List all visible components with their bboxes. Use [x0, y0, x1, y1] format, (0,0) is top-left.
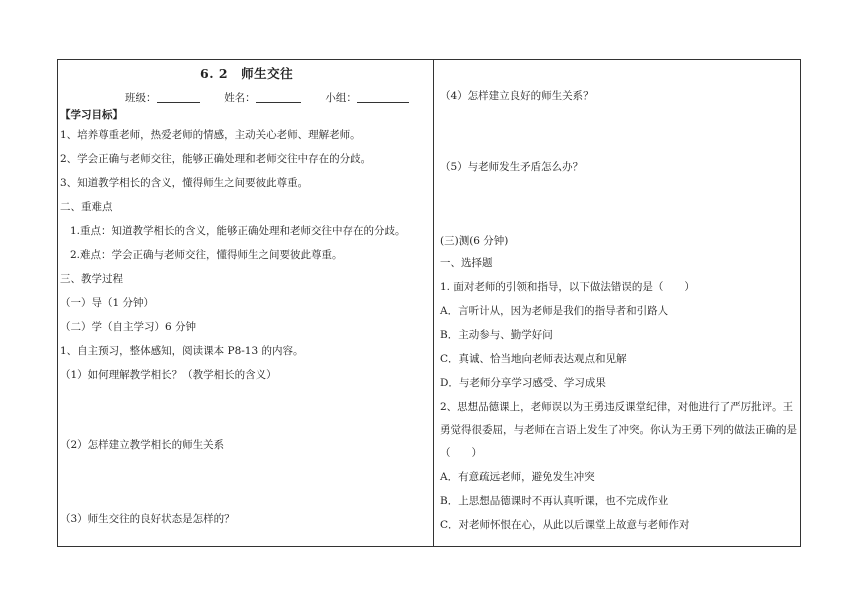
- mc1-option[interactable]: B．主动参与、勤学好问: [440, 329, 553, 341]
- step-guide: （一）导（1 分钟）: [60, 297, 155, 309]
- class-label: 班级：: [125, 92, 157, 104]
- key-points-heading: 二、重难点: [60, 201, 113, 213]
- class-blank[interactable]: [157, 91, 200, 103]
- column-divider: [433, 59, 434, 547]
- question-3: （3）师生交往的良好状态是怎样的？: [60, 513, 235, 525]
- name-label: 姓名：: [224, 92, 256, 104]
- question-4: （4）怎样建立良好的师生关系？: [440, 90, 594, 102]
- mc1-option[interactable]: C．真诚、恰当地向老师表达观点和见解: [440, 353, 627, 365]
- question-2: （2）怎样建立教学相长的师生关系: [60, 439, 225, 451]
- mc2-option[interactable]: A．有意疏远老师，避免发生冲突: [440, 471, 595, 483]
- group-blank[interactable]: [357, 91, 409, 103]
- preview-instruction: 1、自主预习，整体感知，阅读课本 P8-13 的内容。: [60, 345, 304, 357]
- goal-item: 2、学会正确与老师交往，能够正确处理和老师交往中存在的分歧。: [60, 153, 372, 165]
- test-heading: (三)测(6 分钟): [440, 235, 509, 247]
- step-learn: （二）学（自主学习）6 分钟: [60, 321, 197, 333]
- page-title: 6. 2 师生交往: [200, 66, 294, 81]
- mc1-stem: 1. 面对老师的引领和指导，以下做法错误的是（ ）: [440, 281, 695, 293]
- mc2-stem-line: 2、思想品德课上，老师误以为王勇违反课堂纪律，对他进行了严厉批评。王: [440, 401, 794, 413]
- choice-heading: 一、选择题: [440, 257, 493, 269]
- name-blank[interactable]: [256, 91, 301, 103]
- key-point-item: 1.重点：知道教学相长的含义，能够正确处理和老师交往中存在的分歧。: [70, 225, 406, 237]
- mc2-stem-line: （ ）: [440, 447, 482, 459]
- mc1-option[interactable]: D．与老师分享学习感受、学习成果: [440, 377, 606, 389]
- question-1: （1）如何理解教学相长？（教学相长的含义）: [60, 369, 277, 381]
- mc2-stem-line: 勇觉得很委屈，与老师在言语上发生了冲突。你认为王勇下列的做法正确的是: [440, 424, 797, 436]
- key-point-item: 2.难点：学会正确与老师交往，懂得师生之间要彼此尊重。: [70, 249, 343, 261]
- mc1-option[interactable]: A．言听计从，因为老师是我们的指导者和引路人: [440, 305, 669, 317]
- goal-item: 3、知道教学相长的含义，懂得师生之间要彼此尊重。: [60, 177, 309, 189]
- process-heading: 三、教学过程: [60, 273, 123, 285]
- question-5: （5）与老师发生矛盾怎么办？: [440, 161, 584, 173]
- mc2-option[interactable]: B．上思想品德课时不再认真听课，也不完成作业: [440, 495, 669, 507]
- goal-item: 1、培养尊重老师，热爱老师的情感，主动关心老师、理解老师。: [60, 129, 361, 141]
- goals-heading: 【学习目标】: [60, 109, 123, 121]
- mc2-option[interactable]: C．对老师怀恨在心，从此以后课堂上故意与老师作对: [440, 519, 690, 531]
- class-field: [125, 91, 409, 105]
- group-label: 小组：: [325, 92, 357, 104]
